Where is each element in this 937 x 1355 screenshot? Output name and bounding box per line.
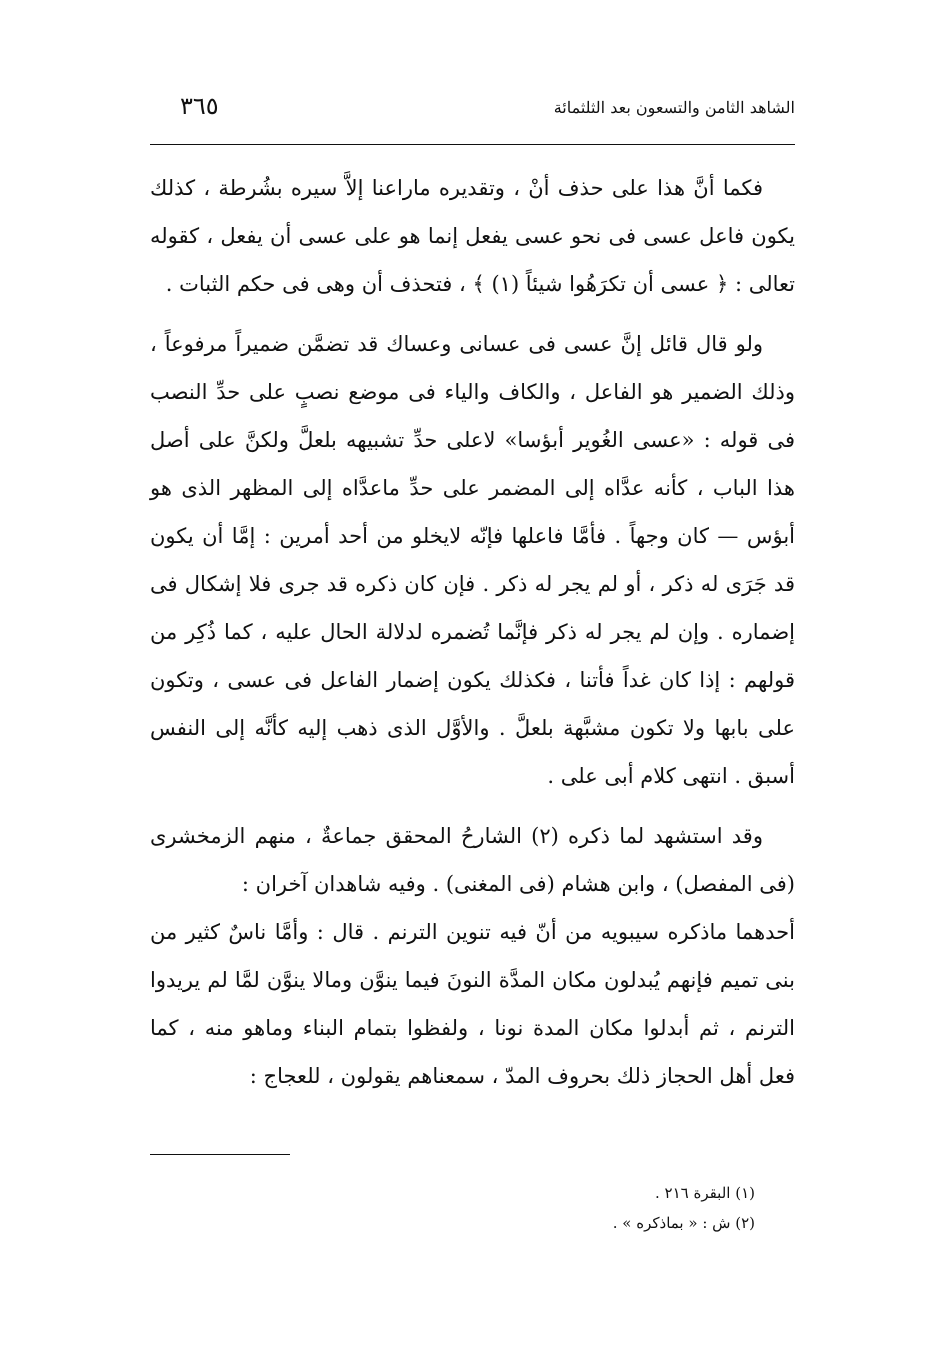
paragraph: أحدهما ماذكره سيبويه من أنّ فيه تنوين الترنم . قال : وأمَّا ناسٌ كثير من بنى تميم فإنهم يُبدلون مكان المدَّة النونَ فيما ينوَّن ومالا ينوَّن لمَّا لم يريدوا الترنم ، ثم أبدلوا مكان المدة نونا ، ولفظوا بتمام البناء وماهو منه ، كما فعل أهل الحجاز ذلك بحروف المدّ ، سمعناهم يقولون ، للعجاج : bbox=[150, 920, 795, 1088]
header-rule bbox=[150, 144, 795, 145]
paragraph: فكما أنَّ هذا على حذف أنْ ، وتقديره ماراعنا إلاَّ سيره بشُرطة ، كذلك يكون فاعل عسى فى نحو عسى يفعل إنما هو على عسى أن يفعل ، كقوله تعالى : ﴿ عسى أن تكرَهُوا شيئاً (١) ﴾ ، فتحذف أن وهى فى حكم الثبات . bbox=[150, 176, 795, 296]
page-header bbox=[150, 92, 795, 132]
footnotes bbox=[613, 1178, 755, 1238]
paragraph: وقد استشهد لما ذكره (٢) الشارحُ المحقق جماعةٌ ، منهم الزمخشرى (فى المفصل) ، وابن هشام (فى المغنى) . وفيه شاهدان آخران : bbox=[150, 824, 795, 896]
book-page bbox=[150, 92, 795, 1232]
paragraph: ولو قال قائل إنَّ عسى فى عسانى وعساك قد تضمَّن ضميراً مرفوعاً ، وذلك الضمير هو الفاعل ، والكاف والياء فى موضع نصبٍ على حدِّ النصب فى قوله : «عسى الغُوير أبؤسا» لاعلى حدِّ تشبيهه بلعلَّ ولكنَّ على أصل هذا الباب ، كأنه عدَّاه إلى المضمر على حدِّ ماعدَّاه إلى المظهر الذى هو أبؤس — كان وجهاً . فأمَّا فاعلها فإنّه لايخلو من أحد أمرين : إمَّا أن يكون قد جَرَى له ذكر ، أو لم يجر له ذكر . فإن كان ذكره قد جرى فلا إشكال فى إضماره . وإن لم يجر له ذكر فإنَّما تُضمره لدلالة الحال عليه ، كما ذُكِر من قولهم : إذا كان غداً فأتنا ، فكذلك يكون إضمار الفاعل فى عسى ، وتكون على بابها ولا تكون مشبَّهة بلعلَّ . والأوَّل الذى ذهب إليه كأنَّه إلى النفس أسبق . انتهى كلام أبى على . bbox=[150, 332, 795, 788]
footnote: (٢) ش : « بماذكره » . bbox=[612, 1214, 755, 1232]
main-text bbox=[150, 164, 795, 1100]
footnote: (١) البقرة ٢١٦ . bbox=[654, 1184, 755, 1202]
footnote-rule bbox=[150, 1154, 290, 1155]
running-title: الشاهد الثامن والتسعون بعد الثلثمائة bbox=[553, 98, 795, 117]
page-number: ٣٦٥ bbox=[180, 92, 219, 120]
